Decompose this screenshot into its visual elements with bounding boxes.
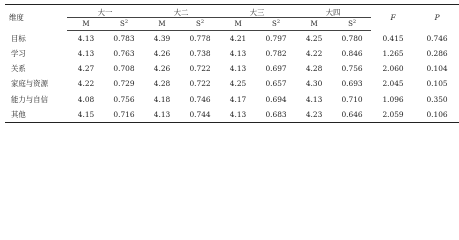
table-cell: 0.716 [113,109,135,119]
s2-header: $S^2$ [257,18,295,31]
data-table [5,4,459,123]
table-cell: 0.286 [426,49,448,59]
table-cell: 4.30 [305,79,323,89]
table-cell: 0.746 [189,94,211,104]
table-cell: 0.693 [341,79,363,89]
table-cell: 0.415 [382,33,404,43]
table-cell: 0.722 [189,64,211,74]
s2-header: $S^2$ [105,18,143,31]
header-row-groups [5,5,459,18]
table-cell: 0.683 [265,109,287,119]
group-header-3: 大三 [219,5,295,18]
table-cell: 4.13 [305,94,323,104]
table-cell: 0.729 [113,79,135,89]
f-header: F [390,12,396,22]
table-cell: 4.13 [77,49,95,59]
table-cell: 0.797 [265,33,287,43]
row-label: 其他 [11,109,26,119]
table-cell: 4.26 [153,64,171,74]
table-cell: 0.778 [189,33,211,43]
table-cell: 1.265 [382,49,404,59]
table-cell: 0.756 [113,94,135,104]
m-header: M [219,18,257,31]
table-row [5,46,459,61]
table-cell: 0.657 [265,79,287,89]
m-header: M [67,18,105,31]
table-cell: 0.710 [341,94,363,104]
table-cell: 4.17 [229,94,247,104]
table-row [5,92,459,107]
table-cell: 2.059 [382,109,404,119]
table-cell: 4.25 [229,79,247,89]
table-cell: 0.846 [341,49,363,59]
table-cell: 0.746 [426,33,448,43]
table-cell: 0.350 [426,94,448,104]
table-cell: 4.15 [77,109,95,119]
table-cell: 0.106 [426,109,448,119]
table-cell: 0.780 [341,33,363,43]
table-cell: 0.783 [113,33,135,43]
table-cell: 0.646 [341,109,363,119]
table-row [5,31,459,47]
table-cell: 4.22 [77,79,95,89]
table-figure [0,0,448,119]
row-label: 家庭与资源 [11,79,48,89]
table-cell: 4.13 [77,33,95,43]
s2-header: $S^2$ [333,18,371,31]
row-label: 能力与自信 [11,94,48,104]
m-header: M [295,18,333,31]
table-cell: 4.21 [229,33,247,43]
table-cell: 0.708 [113,64,135,74]
dimension-header: 维度 [9,12,24,22]
table-cell: 0.722 [189,79,211,89]
table-cell: 4.28 [305,64,323,74]
table-cell: 4.13 [153,109,171,119]
table-row [5,77,459,92]
table-cell: 4.28 [153,79,171,89]
s2-header: $S^2$ [181,18,219,31]
m-header: M [143,18,181,31]
table-cell: 0.104 [426,64,448,74]
group-header-1: 大一 [67,5,143,18]
table-cell: 0.738 [189,49,211,59]
table-cell: 0.756 [341,64,363,74]
row-label: 学习 [11,49,26,59]
table-cell: 0.763 [113,49,135,59]
table-cell: 4.08 [77,94,95,104]
table-cell: 4.27 [77,64,95,74]
table-cell: 0.744 [189,109,211,119]
p-header: P [434,12,440,22]
table-cell: 2.060 [382,64,404,74]
table-cell: 4.39 [153,33,171,43]
row-label: 关系 [11,64,26,74]
group-header-4: 大四 [295,5,371,18]
table-cell: 0.697 [265,64,287,74]
table-cell: 0.105 [426,79,448,89]
table-cell: 4.13 [229,49,247,59]
table-cell: 4.13 [229,64,247,74]
table-cell: 1.096 [382,94,404,104]
table-cell: 4.23 [305,109,323,119]
group-header-2: 大二 [143,5,219,18]
table-row [5,107,459,123]
table-cell: 4.18 [153,94,171,104]
table-cell: 0.694 [265,94,287,104]
table-cell: 4.25 [305,33,323,43]
table-cell: 4.13 [229,109,247,119]
table-cell: 4.26 [153,49,171,59]
table-cell: 0.782 [265,49,287,59]
row-label: 目标 [11,33,26,43]
table-cell: 2.045 [382,79,404,89]
table-cell: 4.22 [305,49,323,59]
table-row [5,61,459,76]
